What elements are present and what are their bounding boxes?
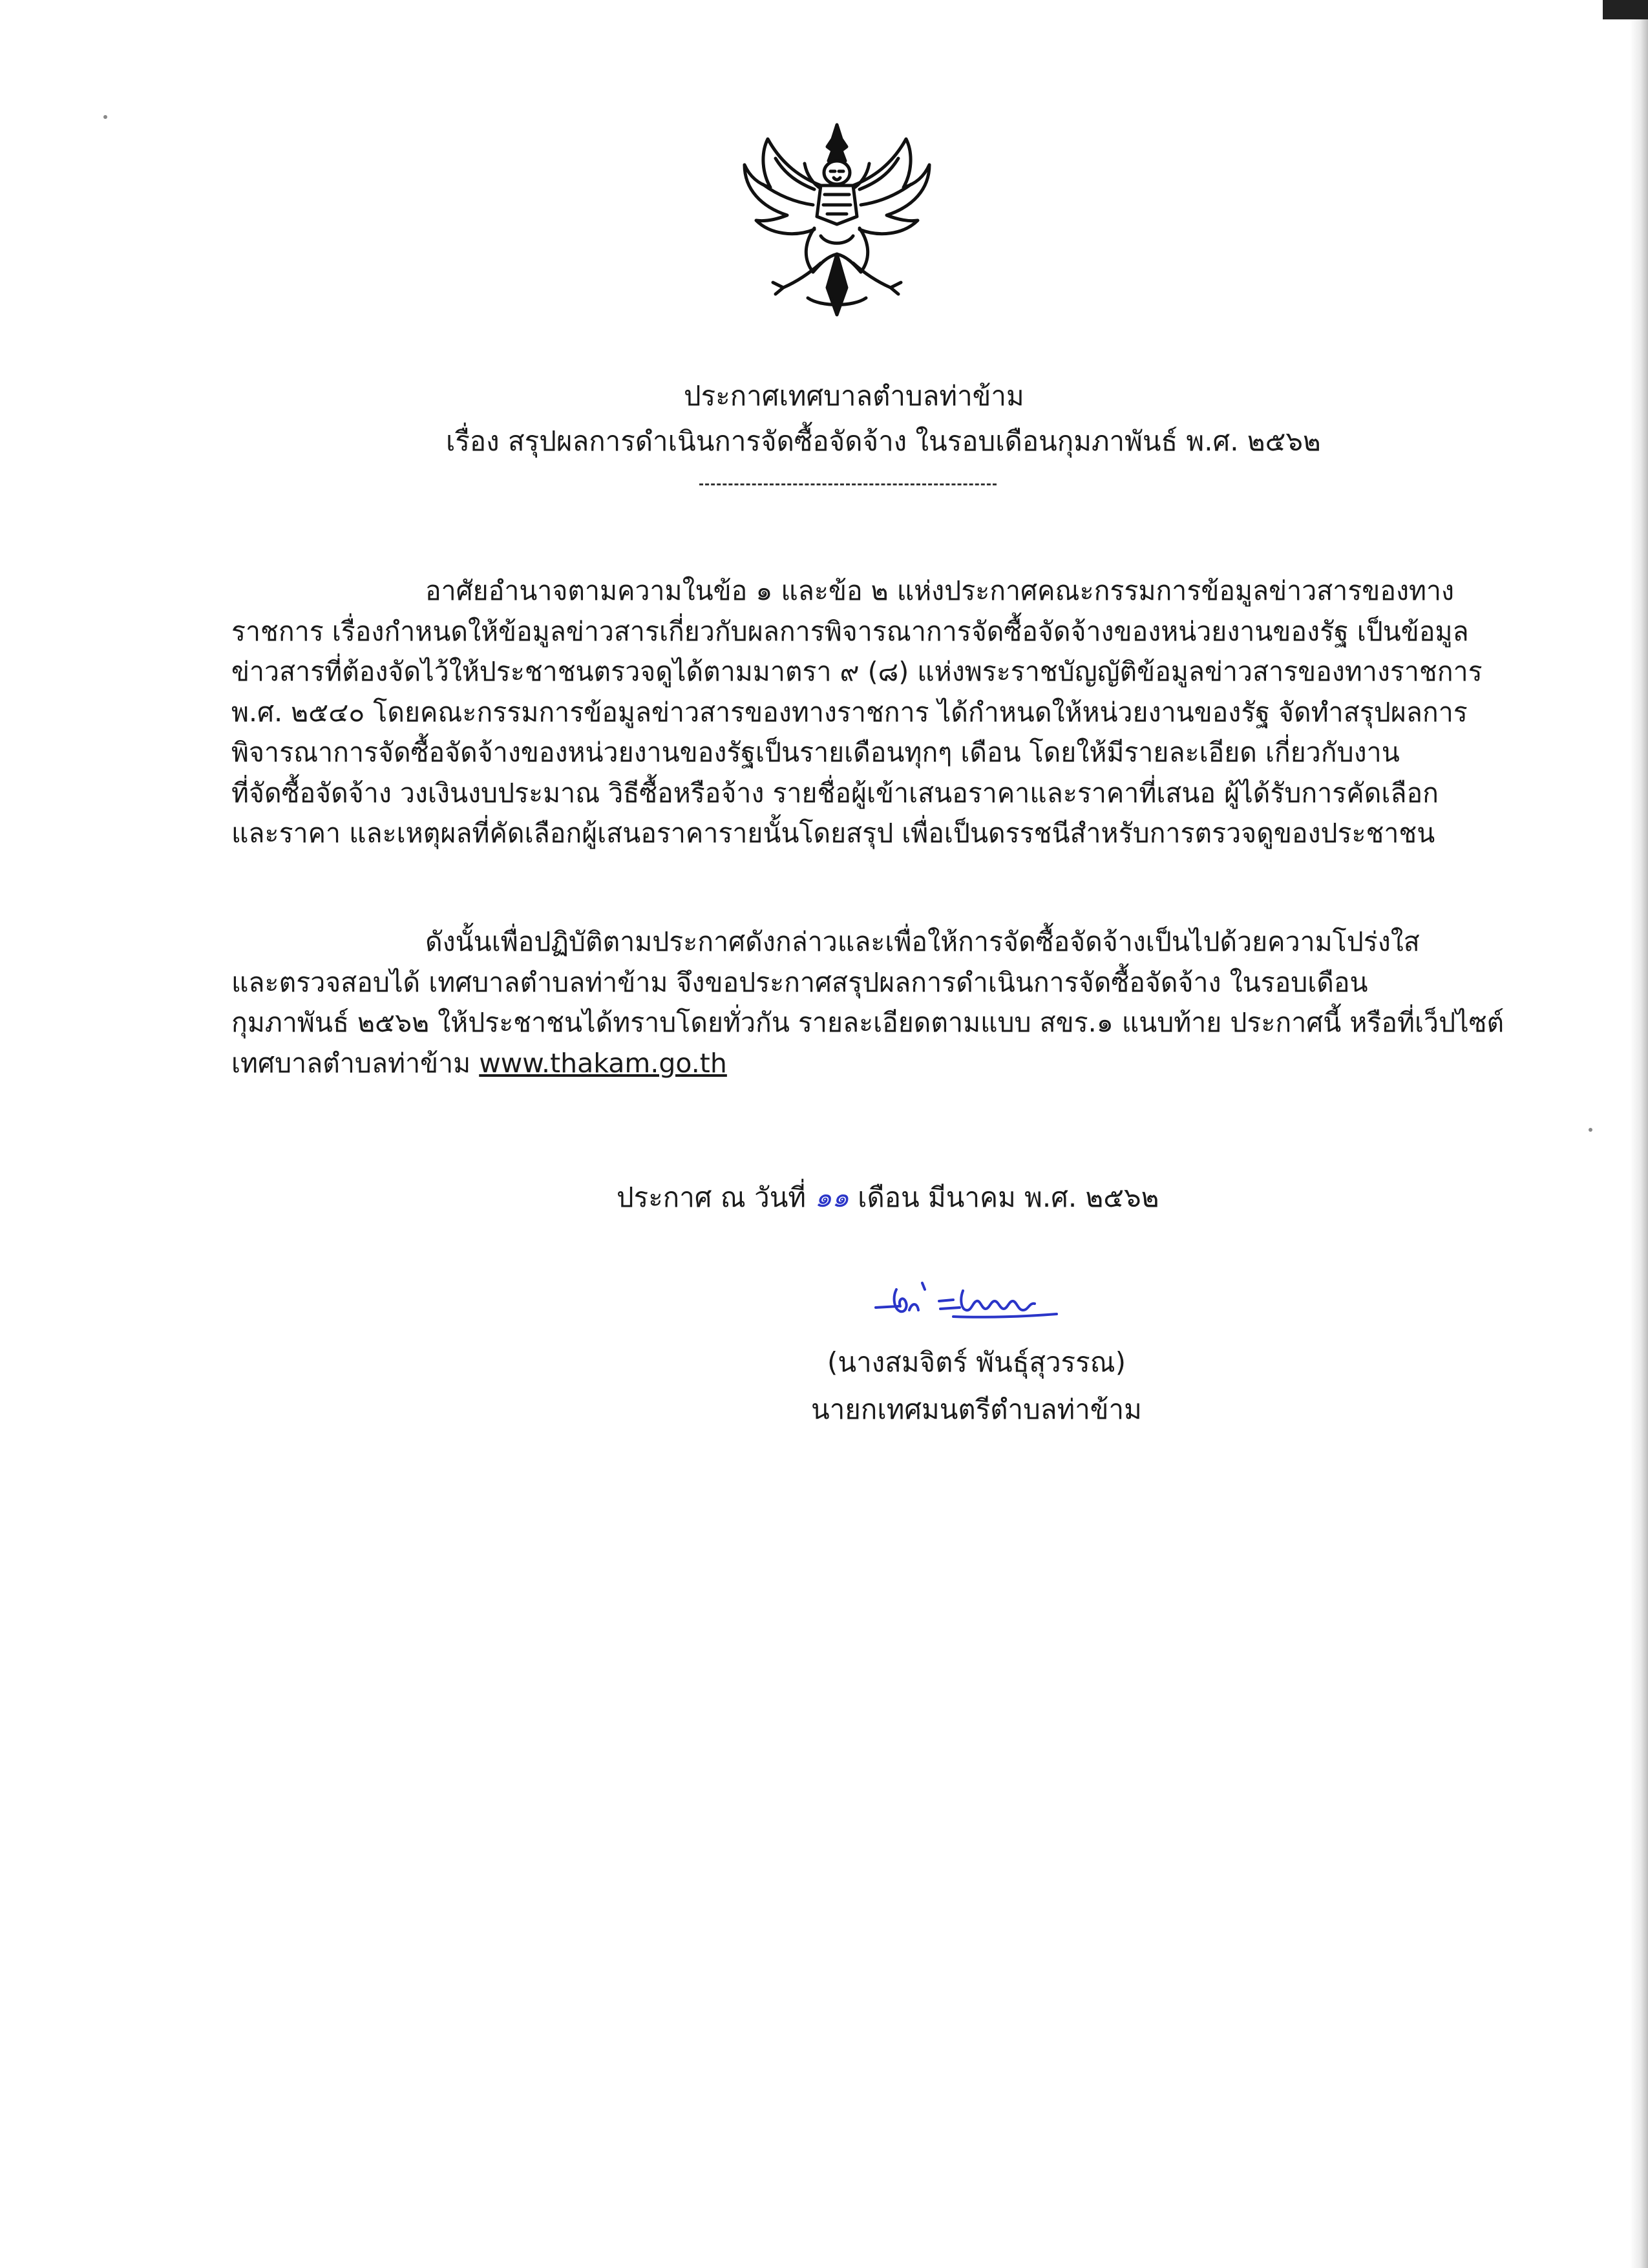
paragraph-announcement xyxy=(231,922,1505,1083)
paragraph-text: เทศบาลตำบลท่าข้าม xyxy=(231,1047,480,1079)
document-title: ประกาศเทศบาลตำบลท่าข้าม xyxy=(684,380,1024,412)
scan-corner xyxy=(1603,0,1648,19)
separator-line xyxy=(699,483,997,485)
scan-speck xyxy=(103,115,107,119)
paragraph-line: ดังนั้นเพื่อปฏิบัติตามประกาศดังกล่าวและเพื่อให้การจัดซื้อจัดจ้างเป็นไปด้วยความโปร่งใส xyxy=(425,926,1420,957)
paragraph-line: ราชการ เรื่องกำหนดให้ข้อมูลข่าวสารเกี่ยวกับผลการพิจารณาการจัดซื้อจัดจ้างของหน่วยงานของรัฐ เป็นข้อมูล xyxy=(231,615,1469,647)
paragraph-line: พิจารณาการจัดซื้อจัดจ้างของหน่วยงานของรัฐเป็นรายเดือนทุกๆ เดือน โดยให้มีรายละเอียด เกี่ยวกับงาน xyxy=(231,737,1400,768)
garuda-emblem-icon xyxy=(730,113,944,339)
date-suffix: เดือน มีนาคม พ.ศ. ๒๕๖๒ xyxy=(849,1182,1159,1213)
paragraph-line: กุมภาพันธ์ ๒๕๖๒ ให้ประชาชนได้ทราบโดยทั่วกัน รายละเอียดตามแบบ สขร.๑ แนบท้าย ประกาศนี้ หรือที่เว็ปไซต์ xyxy=(231,1007,1505,1038)
paragraph-line: และตรวจสอบได้ เทศบาลตำบลท่าข้าม จึงขอประกาศสรุปผลการดำเนินการจัดซื้อจัดจ้าง ในรอบเดือน xyxy=(231,966,1368,998)
scan-speck xyxy=(1589,1128,1592,1132)
website-link[interactable]: www.thakam.go.th xyxy=(479,1047,727,1079)
announcement-date xyxy=(617,1176,1159,1219)
date-day-handwritten: ๑๑ xyxy=(814,1182,849,1213)
paragraph-line: อาศัยอำนาจตามความในข้อ ๑ และข้อ ๒ แห่งประกาศคณะกรรมการข้อมูลข่าวสารของทาง xyxy=(425,575,1455,606)
paragraph-line: ที่จัดซื้อจัดจ้าง วงเงินงบประมาณ วิธีซื้อหรือจ้าง รายชื่อผู้เข้าเสนอราคาและราคาที่เสนอ ผู้ได้รับการคัดเลือก xyxy=(231,777,1439,809)
paragraph-line: พ.ศ. ๒๕๔๐ โดยคณะกรรมการข้อมูลข่าวสารของทางราชการ ได้กำหนดให้หน่วยงานของรัฐ จัดทำสรุปผลการ xyxy=(231,696,1468,728)
document-subject: เรื่อง สรุปผลการดำเนินการจัดซื้อจัดจ้าง ในรอบเดือนกุมภาพันธ์ พ.ศ. ๒๕๖๒ xyxy=(446,425,1321,457)
date-prefix: ประกาศ ณ วันที่ xyxy=(617,1182,815,1213)
paragraph-line: และราคา และเหตุผลที่คัดเลือกผู้เสนอราคารายนั้นโดยสรุป เพื่อเป็นดรรชนีสำหรับการตรวจดูของประชาชน xyxy=(231,818,1435,849)
paragraph-line: ข่าวสารที่ต้องจัดไว้ให้ประชาชนตรวจดูได้ตามมาตรา ๙ (๘) แห่งพระราชบัญญัติข้อมูลข่าวสารของทางราชการ xyxy=(231,656,1483,687)
scan-edge xyxy=(1630,0,1648,2268)
paragraph-authority xyxy=(231,571,1483,854)
signature-icon xyxy=(863,1264,1095,1335)
signer-name: (นางสมจิตร์ พันธุ์สุวรรณ) xyxy=(827,1346,1126,1378)
signer-position: นายกเทศมนตรีตำบลท่าข้าม xyxy=(811,1394,1142,1425)
paragraph-line-last xyxy=(231,1043,1462,1084)
